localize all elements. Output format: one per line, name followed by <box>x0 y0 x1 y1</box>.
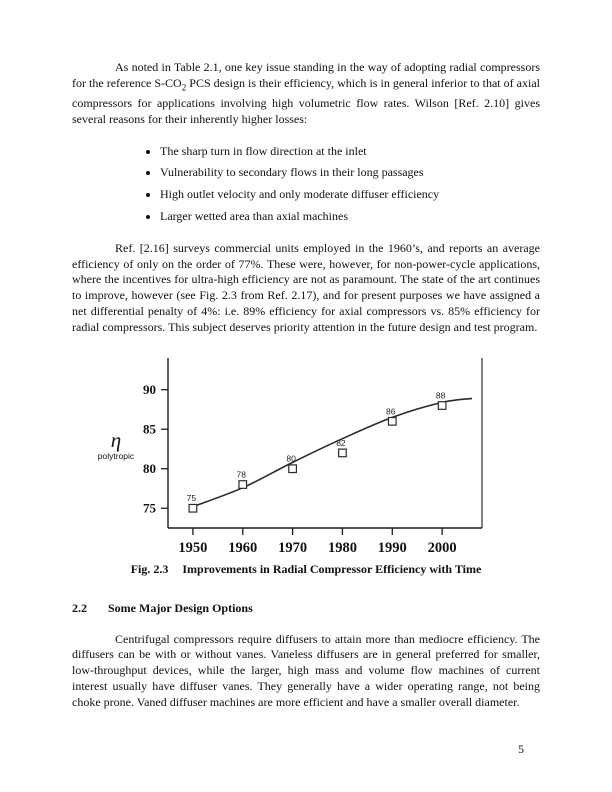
data-point <box>189 504 197 512</box>
data-point-label: 75 <box>186 492 197 503</box>
y-tick-label: 80 <box>143 460 156 476</box>
x-tick-label: 1970 <box>278 539 308 556</box>
data-point <box>239 480 247 488</box>
eta-subscript-label: polytropic <box>97 450 135 461</box>
efficiency-chart <box>90 350 490 556</box>
data-point <box>289 464 297 472</box>
section-title: Some Major Design Options <box>108 600 253 615</box>
bullet-item-4: • Larger wetted area than axial machines <box>160 209 540 225</box>
x-tick-label: 1980 <box>327 539 357 556</box>
data-point-label: 78 <box>236 469 246 480</box>
page-number: 5 <box>518 742 524 756</box>
eta-symbol: η <box>110 427 122 452</box>
section-heading <box>72 601 540 616</box>
bullet-item-2: • Vulnerability to secondary flows in their long passages <box>160 165 540 181</box>
y-tick-label: 75 <box>143 500 156 516</box>
paragraph-3: Centrifugal compressors require diffusers to attain more than mediocre efficiency. The diffusers can be with or without vanes. Vaneless diffusers are in general preferred for smaller, low-throughput devices, while the larger, high mass and volume flow machines of current interest usually have diffuser vanes. They generally have a wider operating range, not being choke prone. Vaned diffuser machines are more efficient and have a smaller overall diameter. <box>72 631 540 709</box>
y-tick-label: 85 <box>143 421 156 437</box>
section-number: 2.2 <box>72 600 87 615</box>
bullet-list <box>72 144 540 225</box>
trend-curve <box>193 398 472 506</box>
data-point <box>388 417 396 425</box>
paragraph-2: Ref. [2.16] surveys commercial units employed in the 1960’s, and reports an average efficiency of only on the order of 77%. These were, however, for non-power-cycle applications, where the incentives for ultra-high efficiency are not as paramount. The state of the art continues to improve, however (see Fig. 2.3 from Ref. 2.17), and for present purposes we have assigned a net differential penalty of 4%: i.e. 89% efficiency for axial compressors vs. 85% efficiency for radial compressors. This subject deserves priority attention in the future design and test program. <box>72 240 540 334</box>
data-point-label: 88 <box>435 390 446 401</box>
bullet-item-1: • The sharp turn in flow direction at the inlet <box>160 144 540 160</box>
bullet-item-3: • High outlet velocity and only moderate diffuser efficiency <box>160 187 540 203</box>
y-tick-label: 90 <box>143 381 156 397</box>
x-tick-label: 1950 <box>178 539 208 556</box>
co2-subscript: 2 <box>181 82 187 93</box>
data-point-label: 82 <box>336 437 346 448</box>
paragraph-1 <box>72 60 540 128</box>
figure-caption <box>72 562 540 577</box>
data-point <box>438 401 446 409</box>
data-point-label: 80 <box>286 453 296 464</box>
figure-caption-label: Fig. 2.3 <box>130 561 169 576</box>
data-point <box>339 449 347 457</box>
x-tick-label: 2000 <box>427 539 457 556</box>
paragraph-1-text-b: PCS design is their efficiency, which is in general inferior to that of axial compressors for applications involving high volumetric flow rates. Wilson [Ref. 2.10] gives several reasons for their inherently higher losses: <box>72 75 540 126</box>
x-tick-label: 1960 <box>228 539 258 556</box>
x-tick-label: 1990 <box>377 539 407 556</box>
figure-2-3 <box>72 350 540 577</box>
data-point-label: 86 <box>386 405 396 416</box>
paragraph-1-text-a: As noted in Table 2.1, one key issue standing in the way of adopting radial compressors for the reference S-CO <box>72 60 540 90</box>
figure-caption-text: Improvements in Radial Compressor Efficiency with Time <box>182 561 482 576</box>
